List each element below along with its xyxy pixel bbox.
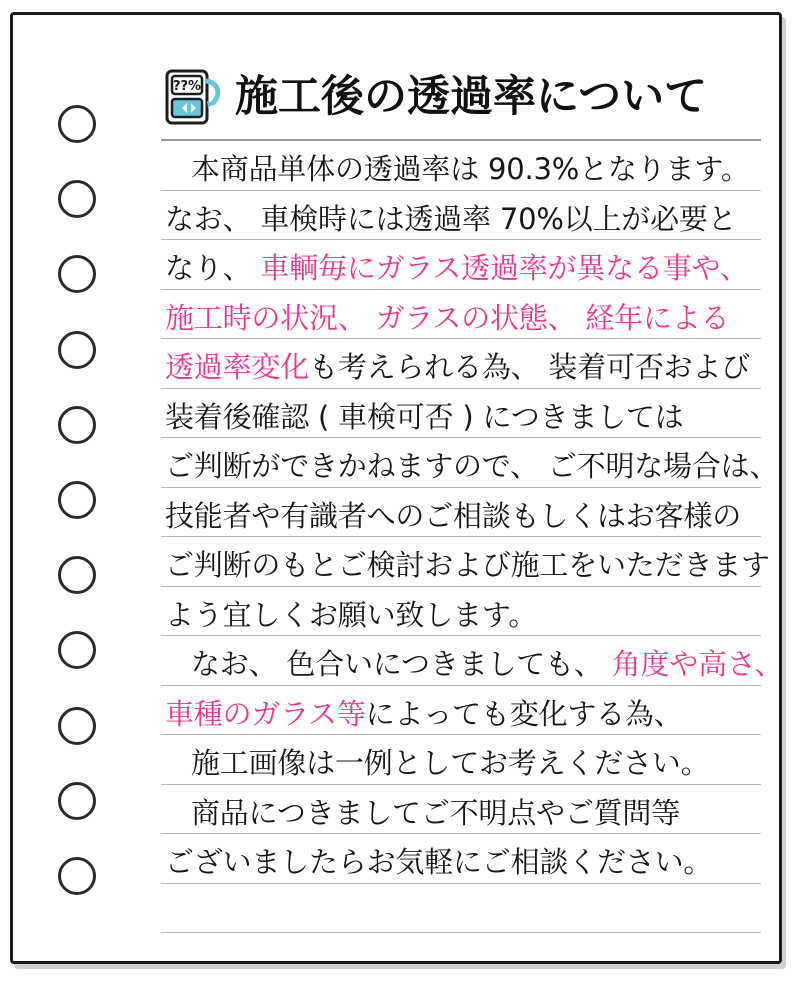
plain-text: 本商品単体の透過率は 90.3%となります。 bbox=[191, 152, 750, 186]
text-line bbox=[165, 244, 767, 294]
text-line bbox=[165, 393, 767, 443]
punch-hole bbox=[58, 331, 96, 369]
note-sheet bbox=[10, 12, 782, 964]
transmittance-meter-icon bbox=[163, 65, 225, 127]
punch-hole bbox=[58, 707, 96, 745]
text-line bbox=[165, 838, 767, 888]
plain-text: 商品につきましてご不明点やご質問等 bbox=[191, 795, 681, 830]
punch-hole bbox=[58, 481, 96, 519]
page-title: 施工後の透過率について bbox=[235, 71, 708, 122]
plain-text: ございましたらお気軽にご相談ください。 bbox=[165, 845, 713, 879]
plain-text: よう宜しくお願い致します。 bbox=[165, 597, 538, 632]
punch-hole bbox=[58, 631, 96, 669]
highlight-text: 角度や高さ、 bbox=[611, 647, 784, 681]
punch-hole bbox=[58, 180, 96, 218]
plain-text: 施工画像は一例としてお考えください。 bbox=[191, 746, 710, 780]
highlight-text: 車輌毎にガラス透過率が異なる事や、 bbox=[260, 251, 749, 285]
text-line bbox=[165, 690, 767, 740]
text-line bbox=[165, 442, 779, 492]
text-line bbox=[165, 343, 767, 393]
punch-hole bbox=[58, 857, 96, 895]
plain-text: ご判断のもとご検討および施工をいただきます bbox=[165, 548, 770, 582]
body-text bbox=[165, 145, 784, 888]
highlight-text: 施工時の状況、 ガラスの状態、 経年による bbox=[165, 300, 730, 335]
text-line bbox=[165, 145, 767, 195]
plain-text: なお、 車検時には透過率 70%以上が必要と bbox=[165, 201, 737, 236]
header-divider bbox=[161, 139, 761, 141]
text-line bbox=[165, 541, 770, 591]
plain-text: 技能者や有識者へのご相談もしくはお客様の bbox=[165, 498, 742, 533]
svg-text:??%: ??% bbox=[172, 79, 202, 94]
plain-text: によっても変化する為、 bbox=[365, 696, 683, 731]
header bbox=[163, 57, 763, 135]
punch-hole bbox=[58, 782, 96, 820]
highlight-text: 透過率変化 bbox=[165, 350, 310, 384]
highlight-text: 車種のガラス等 bbox=[165, 696, 366, 731]
plain-text: なお、 色合いにつきましても、 bbox=[191, 647, 612, 681]
text-line bbox=[165, 294, 767, 344]
punch-hole-column bbox=[47, 105, 107, 895]
plain-text: なり、 bbox=[165, 251, 261, 285]
text-line bbox=[165, 640, 784, 690]
text-line bbox=[165, 739, 767, 789]
plain-text: も考えられる為、 装着可否および bbox=[309, 350, 751, 384]
rule-line bbox=[161, 932, 761, 933]
punch-hole bbox=[58, 556, 96, 594]
text-line bbox=[165, 789, 767, 839]
punch-hole bbox=[58, 406, 96, 444]
punch-hole bbox=[58, 255, 96, 293]
plain-text: ご判断ができかねますので、 ご不明な場合は、 bbox=[165, 449, 779, 483]
text-line bbox=[165, 492, 767, 542]
punch-hole bbox=[58, 105, 96, 143]
text-line bbox=[165, 591, 767, 641]
plain-text: 装着後確認 ( 車検可否 ) につきましては bbox=[165, 399, 684, 434]
text-line bbox=[165, 195, 767, 245]
